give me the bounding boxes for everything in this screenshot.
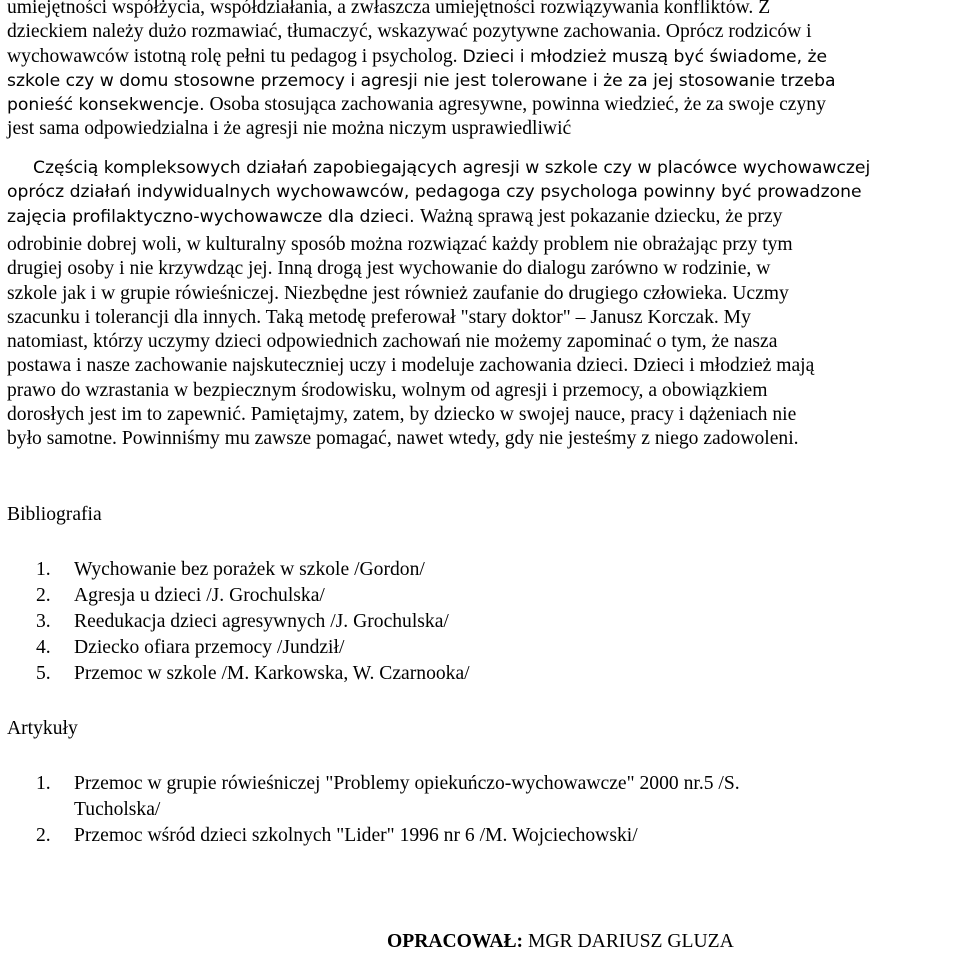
text-line: było samotne. Powinniśmy mu zawsze pomagać, nawet wtedy, gdy nie jesteśmy z niego zadowoleni. [7, 428, 799, 450]
list-number: 2. [36, 825, 51, 846]
list-text: Wychowanie bez porażek w szkole /Gordon/ [74, 559, 425, 580]
text-line: dorosłych jest im to zapewnić. Pamiętajmy, zatem, by dziecko w swojej nauce, pracy i dążeniach nie [7, 404, 797, 426]
text-line [7, 93, 836, 117]
list-item [36, 557, 470, 583]
list-text: Dziecko ofiara przemocy /Jundził/ [74, 637, 345, 658]
text-segment: ponieść konsekwencje. [7, 95, 205, 116]
text-line: Częścią kompleksowych działań zapobiegających agresji w szkole czy w placówce wychowawczej [33, 158, 871, 178]
list-text: Reedukacja dzieci agresywnych /J. Grochulska/ [74, 611, 449, 632]
list-item [36, 823, 740, 849]
text-line: odrobinie dobrej woli, w kulturalny sposób można rozwiązać każdy problem nie obrażając przy tym [7, 234, 793, 255]
signature-name: MGR DARIUSZ GLUZA [527, 931, 734, 952]
text-line: postawa i nasze zachowanie najskuteczniej uczy i modeluje zachowania dzieci. Dzieci i młodzież mają [7, 355, 815, 377]
text-line: oprócz działań indywidualnych wychowawców, pedagoga czy psychologa powinny być prowadzone [7, 182, 862, 203]
list-text-line: Przemoc w grupie rówieśniczej "Problemy opiekuńczo-wychowawcze" 2000 nr.5 /S. [74, 773, 740, 794]
text-segment: Ważną sprawą jest pokazanie dziecku, że przy [420, 205, 783, 227]
text-segment: wychowawców istotną rolę pełni tu pedagog i psycholog. [7, 45, 458, 67]
list-item [36, 609, 470, 635]
list-text [74, 771, 740, 823]
list-item [36, 661, 470, 687]
text-line: prawo do wzrastania w bezpiecznym środowisku, wolnym od agresji i przemocy, a obowiązkiem [7, 379, 768, 401]
text-line: szkole czy w domu stosowne przemocy i agresji nie jest tolerowane i że za jej stosowanie trzeba [7, 70, 836, 91]
text-line: szkole jak i w grupie rówieśniczej. Niezbędne jest również zaufanie do drugiego człowieka. Uczmy [7, 282, 789, 304]
text-line: drugiej osoby i nie krzywdząc jej. Inną drogą jest wychowanie do dialogu zarówno w rodzinie, w [7, 258, 771, 280]
text-line [7, 205, 870, 229]
text-line: natomiast, którzy uczymy dzieci odpowiednich zachowań nie możemy zapominać o tym, że nasza [7, 331, 778, 353]
paragraph-agresja-3 [7, 233, 814, 452]
text-segment: Osoba stosująca zachowania agresywne, powinna wiedzieć, że za swoje czyny [209, 94, 826, 116]
articles-heading: Artykuły [7, 718, 78, 739]
text-line: jest sama odpowiedzialna i że agresji nie można niczym usprawiedliwić [7, 118, 572, 140]
articles-list [36, 771, 740, 849]
bibliography-list [36, 557, 470, 687]
list-number: 3. [36, 611, 51, 632]
list-text-line: Tucholska/ [74, 799, 161, 820]
text-line: dzieckiem należy dużo rozmawiać, tłumaczyć, wskazywać pozytywne zachowania. Oprócz rodziców i [7, 21, 812, 43]
text-segment: zajęcia profilaktyczno-wychowawcze dla dzieci. [7, 206, 415, 227]
list-number: 5. [36, 663, 51, 684]
text-line: szacunku i tolerancji dla innych. Taką metodę preferował "stary doktor" – Janusz Korczak. My [7, 306, 751, 328]
list-number: 4. [36, 637, 51, 658]
list-text: Przemoc wśród dzieci szkolnych "Lider" 1996 nr 6 /M. Wojciechowski/ [74, 825, 638, 846]
list-number: 2. [36, 585, 51, 606]
text-segment: Dzieci i młodzież muszą być świadome, że [462, 46, 828, 67]
list-item [36, 771, 740, 823]
bibliography-heading: Bibliografia [7, 504, 102, 525]
list-number: 1. [36, 559, 51, 580]
list-number: 1. [36, 773, 51, 794]
list-item [36, 635, 470, 661]
list-text: Przemoc w szkole /M. Karkowska, W. Czarnooka/ [74, 663, 470, 684]
author-signature [387, 931, 734, 953]
paragraph-agresja-2 [7, 156, 870, 229]
list-text: Agresja u dzieci /J. Grochulska/ [74, 585, 325, 606]
text-line [7, 45, 836, 69]
text-line: umiejętności współżycia, współdziałania, a zwłaszcza umiejętności rozwiązywania konfliktów. Z [7, 0, 771, 18]
signature-label: OPRACOWAŁ: [387, 931, 524, 952]
paragraph-agresja-1 [7, 0, 836, 142]
list-item [36, 583, 470, 609]
